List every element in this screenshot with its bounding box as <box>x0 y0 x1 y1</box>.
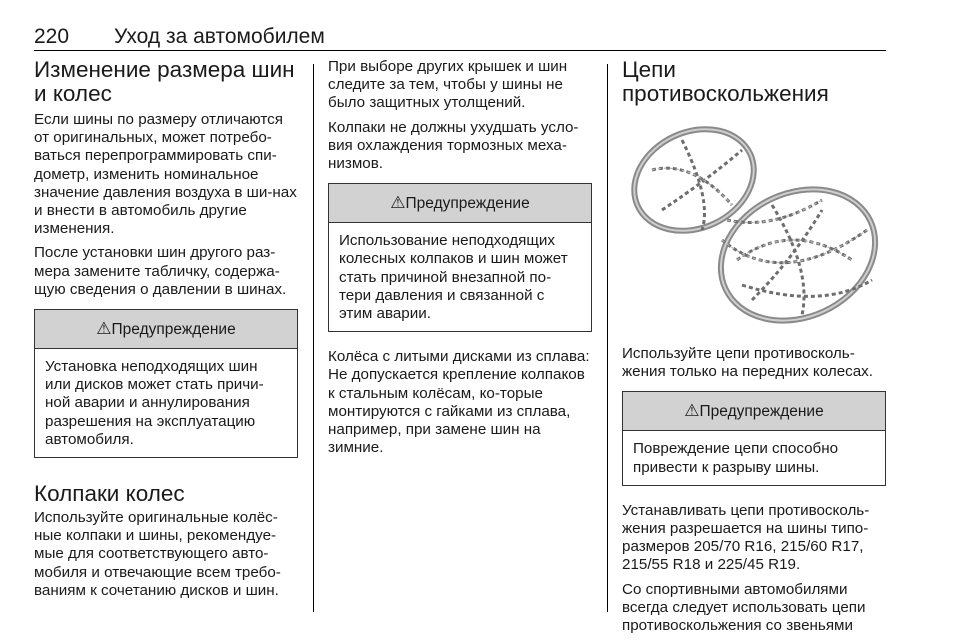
column-left <box>34 58 298 606</box>
paragraph: При выборе других крышек и шин следите за тем, чтобы у шины не было защитных утолщений. <box>328 58 568 112</box>
paragraph: Используйте цепи противосколь-жения только на передних колесах. <box>622 345 873 381</box>
warning-box <box>328 183 592 332</box>
paragraph: После установки шин другого раз-мера замените табличку, содержа-щую сведения о давлении в шинах. <box>34 244 287 298</box>
warning-title <box>623 392 885 431</box>
paragraph: Со спортивными автомобилями всегда следует использовать цепи противоскольжения со звеньями <box>622 580 866 635</box>
warning-label: Предупреждение <box>111 321 236 339</box>
heading-tire-size: Изменение размера шин и колес <box>34 57 295 106</box>
warning-label: Предупреждение <box>699 403 824 421</box>
heading-wheel-covers: Колпаки колес <box>34 481 185 507</box>
page-number: 220 <box>34 25 70 48</box>
snow-chains-illustration <box>622 110 884 330</box>
paragraph: Колпаки не должны ухудшать усло-вия охлаждения тормозных меха-низмов. <box>328 118 579 173</box>
paragraph: Используйте оригинальные колёс-ные колпаки и шины, рекомендуе-мые для соответствующего авто-мобиля и отвечающие всем требо-ваниям к сочетанию дисков и шин. <box>34 509 281 599</box>
warning-box <box>622 391 886 485</box>
heading-snow-chains: Цепи противоскольжения <box>622 57 829 106</box>
paragraph: Колёса с литыми дисками из сплава: Не допускается крепление колпаков к стальным колёсам, ко-торые монтируются с гайками из сплава, например, при замене шин на зимние. <box>328 348 590 457</box>
warning-triangle-icon: ⚠ <box>684 401 700 421</box>
warning-text: Повреждение цепи способно привести к разрыву шины. <box>633 440 839 476</box>
warning-triangle-icon: ⚠ <box>96 319 112 339</box>
warning-text: Использование неподходящих колесных колпаков и шин может стать причиной внезапной по-тери давления и связанной с этим аварии. <box>339 232 568 323</box>
column-divider <box>313 64 314 612</box>
section-title: Уход за автомобилем <box>114 25 325 48</box>
column-right <box>622 58 886 641</box>
warning-title <box>35 310 297 349</box>
warning-triangle-icon: ⚠ <box>390 193 406 213</box>
warning-label: Предупреждение <box>405 195 530 213</box>
warning-box <box>34 309 298 458</box>
column-middle <box>328 58 592 463</box>
paragraph: Если шины по размеру отличаются от оригинальных, может потребо-ваться перепрограммировать спи-дометр, изменить номинальное значение давления воздуха в ши-нах и внести в автомобиль другие изменения. <box>34 111 297 238</box>
column-divider <box>607 64 608 612</box>
warning-text: Установка неподходящих шин или дисков может стать причи-ной аварии и аннулирования разрешения на эксплуатацию автомобиля. <box>45 358 264 448</box>
warning-title <box>329 184 591 223</box>
page-header <box>34 26 886 51</box>
paragraph: Устанавливать цепи противосколь-жения разрешается на шины типо-размеров 205/70 R16, 215/60 R17, 215/55 R18 и 225/45 R19. <box>622 501 870 574</box>
